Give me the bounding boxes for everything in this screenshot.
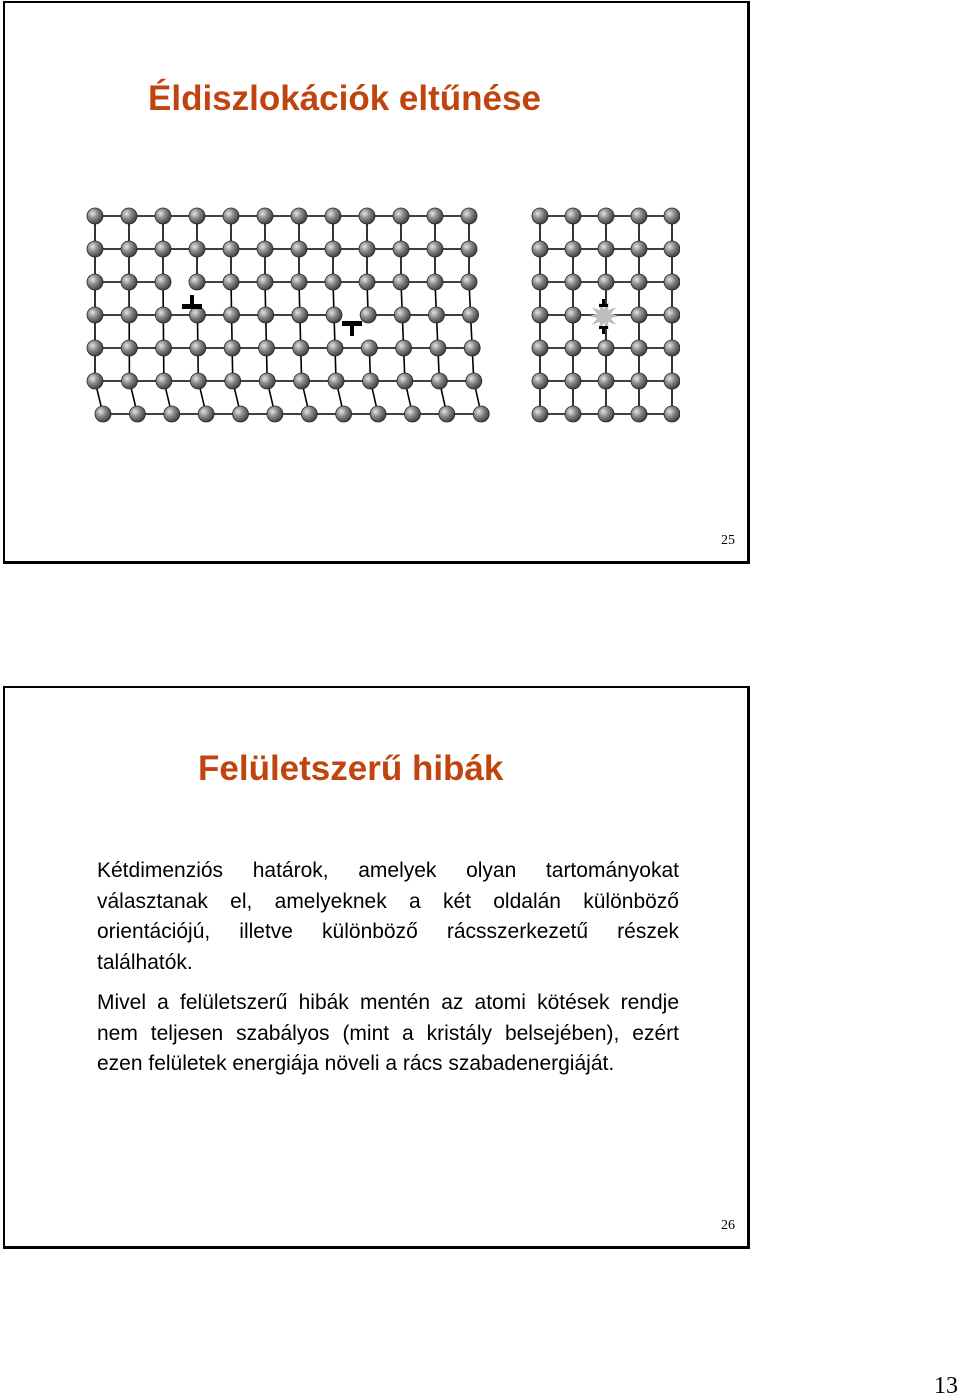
atom [427, 208, 443, 224]
slide-title: Felületszerű hibák [198, 749, 504, 788]
atom [267, 406, 283, 422]
atom [87, 373, 103, 389]
atom [697, 340, 713, 356]
annihilation-burst-icon [589, 299, 619, 334]
atom [532, 241, 548, 257]
atom [121, 373, 137, 389]
atom [336, 406, 352, 422]
atom [155, 307, 171, 323]
atom [532, 406, 548, 422]
atom [697, 373, 713, 389]
atom [224, 307, 240, 323]
atom [164, 406, 180, 422]
atom [359, 241, 375, 257]
atom [198, 406, 214, 422]
atom [233, 406, 249, 422]
atom [87, 208, 103, 224]
atom [224, 340, 240, 356]
atom [223, 274, 239, 290]
atom [189, 307, 205, 323]
atom [664, 340, 680, 356]
atom [532, 307, 548, 323]
atom [397, 373, 413, 389]
atom [189, 208, 205, 224]
atom [291, 274, 307, 290]
atom [293, 340, 309, 356]
atom [396, 340, 412, 356]
atom [155, 241, 171, 257]
atom [257, 241, 273, 257]
atom [325, 274, 341, 290]
atom [258, 307, 274, 323]
atom [393, 274, 409, 290]
atom [532, 274, 548, 290]
atom [697, 208, 713, 224]
atom [87, 274, 103, 290]
atom [87, 340, 103, 356]
atom [598, 274, 614, 290]
atom [294, 373, 310, 389]
atom [325, 241, 341, 257]
atom [664, 373, 680, 389]
atom [631, 307, 647, 323]
atom [189, 274, 205, 290]
atom [257, 208, 273, 224]
atom [301, 406, 317, 422]
atom [359, 274, 375, 290]
atom [129, 406, 145, 422]
atom [394, 307, 410, 323]
atom [291, 241, 307, 257]
atom [87, 241, 103, 257]
atom [359, 208, 375, 224]
atom [598, 406, 614, 422]
atom [565, 340, 581, 356]
atom [664, 406, 680, 422]
atom [431, 373, 447, 389]
atom [697, 307, 713, 323]
atom [427, 241, 443, 257]
body-paragraph: Kétdimenziós határok, amelyek olyan tartományokat választanak el, amelyeknek a két oldalán különböző orientációjú, illetve különböző rácsszerkezetű részek találhatók. [97, 859, 679, 974]
atom [95, 406, 111, 422]
atom [370, 406, 386, 422]
atom [258, 340, 274, 356]
atom [121, 274, 137, 290]
atom [328, 373, 344, 389]
atom [361, 340, 377, 356]
body-paragraph: Mivel a felületszerű hibák mentén az atomi kötések rendje nem teljesen szabályos (mint a kristály belsejében), ezért ezen felületek energiája növeli a rács szabadenergiáját. [97, 991, 679, 1075]
dislocation-symbol-up [182, 295, 202, 309]
atom [325, 208, 341, 224]
atom [121, 340, 137, 356]
atom [223, 208, 239, 224]
atom [463, 307, 479, 323]
atom [697, 274, 713, 290]
atom [430, 340, 446, 356]
atom [461, 274, 477, 290]
dislocation-symbol-down [342, 321, 362, 336]
atom [155, 274, 171, 290]
slide-25 [3, 1, 750, 564]
slide-title: Éldiszlokációk eltűnése [148, 79, 541, 118]
atom [87, 307, 103, 323]
slide-26 [3, 686, 750, 1249]
atom [466, 373, 482, 389]
atom [404, 406, 420, 422]
atom [464, 340, 480, 356]
atom [473, 406, 489, 422]
atom [565, 373, 581, 389]
atom [565, 241, 581, 257]
atom [697, 241, 713, 257]
atom [565, 274, 581, 290]
atom [461, 241, 477, 257]
left-lattice-with-dislocations [87, 208, 489, 422]
atom [292, 307, 308, 323]
atom [121, 241, 137, 257]
atom [532, 208, 548, 224]
atom [598, 373, 614, 389]
atom [189, 241, 205, 257]
atom [598, 241, 614, 257]
atom [439, 406, 455, 422]
atom [156, 373, 172, 389]
atom [565, 406, 581, 422]
atom [259, 373, 275, 389]
atom [155, 208, 171, 224]
atom [461, 208, 477, 224]
atom [532, 340, 548, 356]
atom [631, 208, 647, 224]
atom [565, 208, 581, 224]
atom [631, 406, 647, 422]
right-lattice-annihilated [532, 208, 713, 422]
atom [631, 274, 647, 290]
atom [565, 307, 581, 323]
atom [190, 340, 206, 356]
atom [664, 307, 680, 323]
atom [631, 373, 647, 389]
atom [362, 373, 378, 389]
dislocation-lattice-diagram [5, 3, 747, 561]
atom [360, 307, 376, 323]
atom [631, 340, 647, 356]
atom [697, 406, 713, 422]
atom [664, 274, 680, 290]
atom [532, 373, 548, 389]
atom [225, 373, 241, 389]
atom [631, 241, 647, 257]
atom [664, 241, 680, 257]
slide-number: 25 [721, 533, 735, 548]
atom [190, 373, 206, 389]
atom [393, 208, 409, 224]
atom [427, 274, 443, 290]
atom [326, 307, 342, 323]
slide-number: 26 [721, 1218, 735, 1233]
atom [598, 208, 614, 224]
atom [223, 241, 239, 257]
atom [393, 241, 409, 257]
atom [121, 208, 137, 224]
atom [121, 307, 137, 323]
atom [291, 208, 307, 224]
atom [428, 307, 444, 323]
atom [257, 274, 273, 290]
page-number: 13 [934, 1373, 958, 1399]
atom [664, 208, 680, 224]
atom [156, 340, 172, 356]
atom [598, 340, 614, 356]
atom [327, 340, 343, 356]
